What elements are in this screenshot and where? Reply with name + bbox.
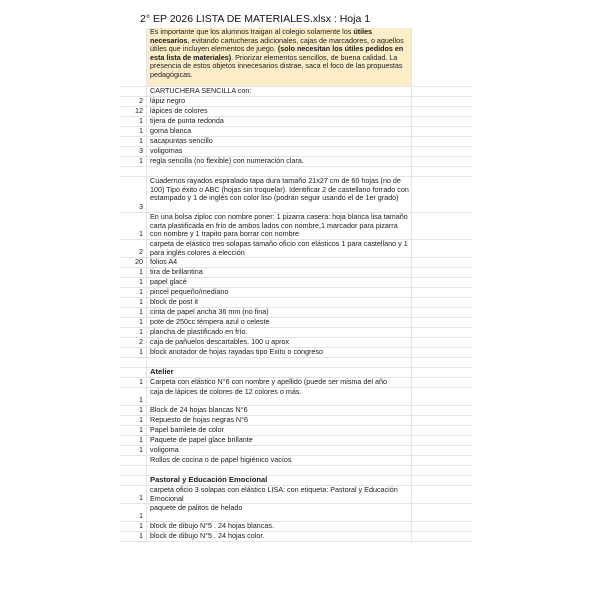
description-cell: CARTUCHERA SENCILLA con: (146, 87, 411, 96)
material-row (120, 426, 472, 436)
quantity-cell: 1 (139, 445, 143, 455)
quantity-cell: 1 (139, 531, 143, 541)
description-cell: plancha de plastificado en frío. (146, 328, 411, 337)
description-cell: Paquete de papel glace brillante (146, 436, 411, 445)
empty-cell (411, 348, 472, 357)
empty-cell (411, 416, 472, 425)
material-row (120, 298, 472, 308)
quantity-cell: 3 (139, 202, 143, 212)
description-cell: En una bolsa ziploc con nombre poner: 1 pizarra casera: hoja blanca lisa tamaño carta plastificada en frío de ambos lados con nombre,1 marcador para pizarra con nombre y 1 trapito para borrar con nombre (146, 213, 411, 239)
material-row (120, 378, 472, 388)
description-cell: tira de brillantina (146, 268, 411, 277)
quantity-cell: 1 (139, 521, 143, 531)
empty-cell (411, 137, 472, 146)
description-cell: Papel barrilete de color (146, 426, 411, 435)
material-row (120, 288, 472, 298)
quantity-cell: 2 (139, 337, 143, 347)
section-heading-row (120, 476, 472, 486)
material-row (120, 522, 472, 532)
description-cell: pincel pequeño/mediano (146, 288, 411, 297)
empty-cell (411, 456, 472, 465)
description-cell: Rollos de cocina o de papel higiénico vacíos (146, 456, 411, 465)
description-cell: block anotador de hojas rayadas tipo Exito o congreso (146, 348, 411, 357)
section-heading: Pastoral y Educación Emocional (146, 476, 411, 485)
empty-cell (411, 466, 472, 475)
empty-cell (411, 87, 472, 96)
empty-cell (411, 378, 472, 387)
empty-row (120, 167, 472, 177)
material-row (120, 308, 472, 318)
empty-cell (411, 522, 472, 531)
empty-cell (411, 368, 472, 377)
material-row (120, 213, 472, 240)
quantity-cell: 2 (139, 96, 143, 106)
quantity-cell: 1 (139, 307, 143, 317)
quantity-cell: 1 (139, 415, 143, 425)
empty-cell (411, 328, 472, 337)
description-cell: caja de lápices de colores de 12 colores o más. (146, 388, 411, 405)
quantity-cell: 1 (139, 156, 143, 166)
material-row (120, 532, 472, 542)
material-row (120, 406, 472, 416)
description-cell: carpeta oficio 3 solapas con elástico LISA: con etiqueta: Pastoral y Educación Emocional (146, 486, 411, 503)
quantity-cell: 12 (135, 106, 143, 116)
empty-cell (411, 338, 472, 347)
empty-cell (411, 127, 472, 136)
material-row (120, 416, 472, 426)
material-row (120, 456, 472, 466)
important-note: Es importante que los alumnos traigan al colegio solamente los útiles necesarios, evitando cartucheras adicionales, cajas de marcadores, o aquellos útiles que incluyen elementos de juego. (solo necesitan los útiles pedidos en esta lista de materiales). Priorizar elementos sencillos, de buena calidad. La presencia de estos objetos innecesarios distrae, saca el foco de las propuestas pedagógicas. (146, 28, 411, 86)
quantity-cell (120, 456, 146, 465)
quantity-cell (120, 358, 146, 367)
quantity-cell: 1 (139, 511, 143, 521)
empty-cell (411, 240, 472, 257)
empty-cell (411, 532, 472, 541)
description-cell: lápices de colores (146, 107, 411, 116)
description-cell: block de post it (146, 298, 411, 307)
quantity-cell: 1 (139, 229, 143, 239)
material-row (120, 97, 472, 107)
quantity-cell: 1 (139, 435, 143, 445)
quantity-cell: 2 (139, 247, 143, 257)
empty-cell (411, 298, 472, 307)
empty-cell (411, 268, 472, 277)
empty-cell (411, 406, 472, 415)
quantity-cell: 1 (139, 405, 143, 415)
material-row (120, 504, 472, 522)
material-row (120, 177, 472, 213)
qty-cell (120, 28, 146, 86)
empty-cell (411, 436, 472, 445)
empty-cell (411, 426, 472, 435)
material-row (120, 137, 472, 147)
description-cell: Carpeta con elástico N°6 con nombre y apellido (puede ser misma del año (146, 378, 411, 387)
description-cell: block de dibujo N°5 . 24 hojas blancas. (146, 522, 411, 531)
materials-sheet (120, 28, 472, 542)
empty-cell (411, 486, 472, 503)
material-row (120, 436, 472, 446)
quantity-cell: 1 (139, 377, 143, 387)
quantity-cell: 1 (139, 395, 143, 405)
empty-cell (411, 258, 472, 267)
description-cell: cinta de papel ancha 36 mm (no fina) (146, 308, 411, 317)
document-title: 2° EP 2026 LISTA DE MATERIALES.xlsx : Hoja 1 (140, 13, 371, 25)
empty-cell (411, 358, 472, 367)
empty-cell (411, 288, 472, 297)
empty-cell (411, 504, 472, 521)
quantity-cell: 1 (139, 317, 143, 327)
description-cell (146, 358, 411, 367)
quantity-cell: 1 (139, 116, 143, 126)
empty-cell (411, 476, 472, 485)
quantity-cell: 20 (135, 257, 143, 267)
material-row (120, 240, 472, 258)
description-cell: pote de 250cc témpera azul o celeste (146, 318, 411, 327)
quantity-cell: 1 (139, 277, 143, 287)
description-cell: tijera de punta redonda (146, 117, 411, 126)
description-cell: Block de 24 hojas blancas N°6 (146, 406, 411, 415)
empty-cell (411, 147, 472, 156)
quantity-cell (120, 167, 146, 176)
quantity-cell (120, 466, 146, 475)
description-cell: sacapuntas sencillo (146, 137, 411, 146)
empty-cell (411, 388, 472, 405)
empty-cell (411, 278, 472, 287)
quantity-cell (120, 476, 146, 485)
empty-cell (411, 97, 472, 106)
material-row (120, 258, 472, 268)
empty-row (120, 358, 472, 368)
description-cell: goma blanca (146, 127, 411, 136)
description-cell: voligoma (146, 446, 411, 455)
empty-cell (411, 177, 472, 212)
material-row (120, 348, 472, 358)
empty-cell (411, 117, 472, 126)
description-cell: regla sencilla (no flexible) con numeración clara. (146, 157, 411, 166)
section-heading-row (120, 368, 472, 378)
quantity-cell (120, 87, 146, 96)
empty-cell (411, 107, 472, 116)
description-cell: Cuadernos rayados espiralado tapa dura tamaño 21x27 cm de 60 hojas (no de 100) Tipo éxito o ABC (hojas sin troquelar). Identificar 2 de castellano forrado con estampado y 1 de inglés con color liso (podrán seguir usando el de 1er grado) (146, 177, 411, 212)
empty-cell (411, 167, 472, 176)
empty-cell (411, 308, 472, 317)
materials-rows (120, 87, 472, 542)
quantity-cell: 1 (139, 287, 143, 297)
quantity-cell: 1 (139, 425, 143, 435)
empty-cell (411, 157, 472, 166)
description-cell (146, 466, 411, 475)
section-heading: Atelier (146, 368, 411, 377)
description-cell: lápiz negro (146, 97, 411, 106)
material-row (120, 486, 472, 504)
material-row (120, 117, 472, 127)
material-row (120, 87, 472, 97)
description-cell: Repuesto de hojas negras N°6 (146, 416, 411, 425)
important-note-row (120, 28, 472, 87)
material-row (120, 127, 472, 137)
empty-cell (411, 213, 472, 239)
quantity-cell: 1 (139, 347, 143, 357)
material-row (120, 328, 472, 338)
material-row (120, 107, 472, 117)
description-cell: caja de pañuelos descartables. 100 u aprox (146, 338, 411, 347)
quantity-cell: 3 (139, 146, 143, 156)
empty-cell (411, 446, 472, 455)
material-row (120, 446, 472, 456)
quantity-cell: 1 (139, 493, 143, 503)
description-cell: paquete de palitos de helado (146, 504, 411, 521)
quantity-cell: 1 (139, 136, 143, 146)
description-cell (146, 167, 411, 176)
material-row (120, 278, 472, 288)
description-cell: folios A4 (146, 258, 411, 267)
empty-cell (411, 318, 472, 327)
quantity-cell: 1 (139, 327, 143, 337)
quantity-cell: 1 (139, 297, 143, 307)
description-cell: papel glacé (146, 278, 411, 287)
material-row (120, 268, 472, 278)
material-row (120, 318, 472, 328)
material-row (120, 147, 472, 157)
description-cell: voligomas (146, 147, 411, 156)
description-cell: block de dibujo N°5 . 24 hojas color. (146, 532, 411, 541)
quantity-cell: 1 (139, 126, 143, 136)
material-row (120, 157, 472, 167)
description-cell: carpeta de elástico tres solapas tamaño oficio con elásticos 1 para castellano y 1 para inglés colores a elección (146, 240, 411, 257)
empty-row (120, 466, 472, 476)
quantity-cell: 1 (139, 267, 143, 277)
material-row (120, 388, 472, 406)
quantity-cell (120, 368, 146, 377)
material-row (120, 338, 472, 348)
